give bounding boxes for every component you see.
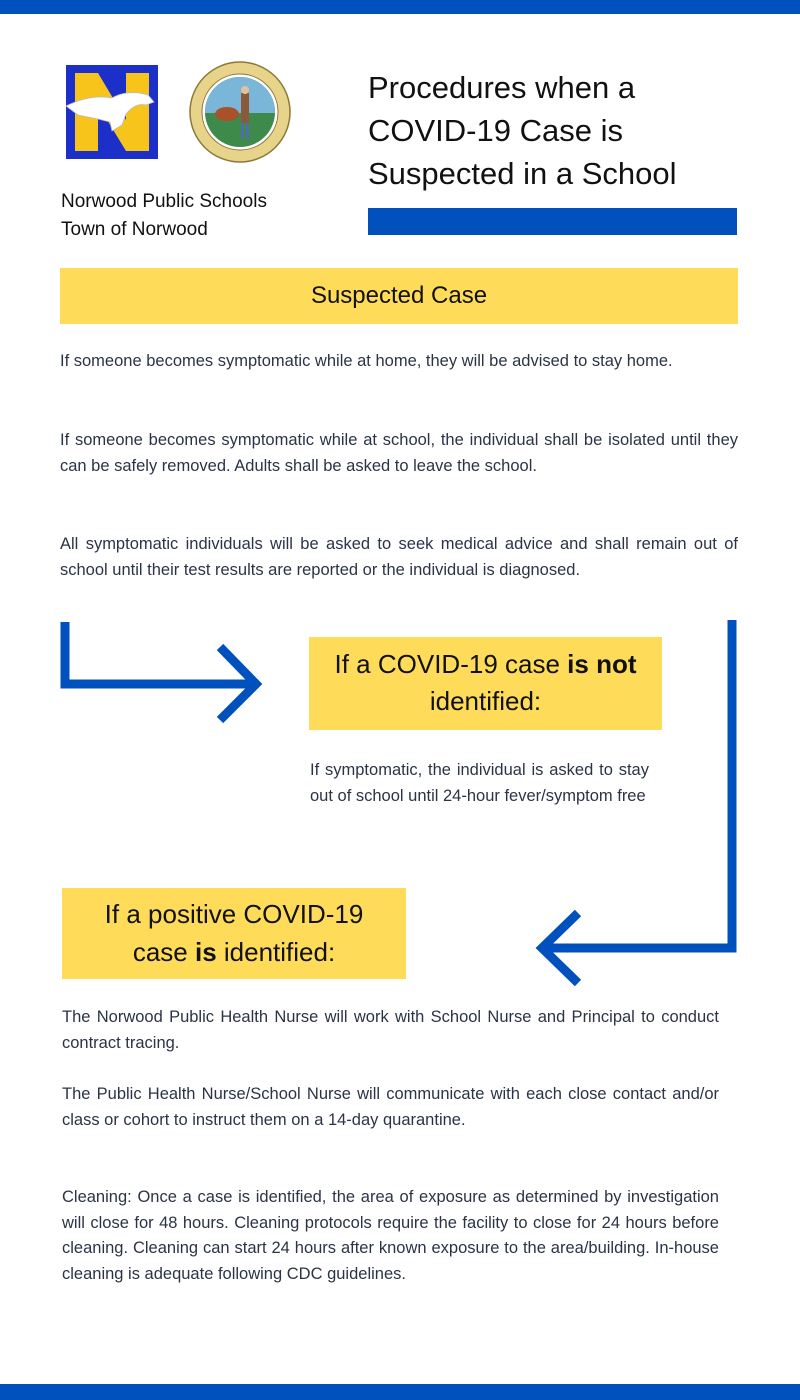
- suspected-paragraph: If someone becomes symptomatic while at school, the individual shall be isolated until they can be safely removed. Adults shall be asked to leave the school.: [60, 431, 738, 475]
- title-line-2: COVID-19 Case is: [368, 113, 623, 148]
- title-line-3: Suspected in a School: [368, 156, 677, 191]
- bottom-brand-bar: [0, 1384, 800, 1400]
- heading-text: If a positive COVID-19: [104, 899, 364, 929]
- organization-names: [61, 188, 267, 244]
- not-identified-paragraph: If symptomatic, the individual is asked to stay out of school until 24-hour fever/symptom free: [310, 761, 649, 805]
- org-town: Town of Norwood: [61, 219, 208, 240]
- suspected-paragraph: All symptomatic individuals will be asked to seek medical advice and shall remain out of school until their test results are reported or the individual is diagnosed.: [60, 535, 738, 579]
- arrow-right-icon: [65, 622, 256, 720]
- identified-paragraph: The Public Health Nurse/School Nurse will communicate with each close contact and/or class or cohort to instruct them on a 14-day quarantine.: [62, 1085, 719, 1129]
- heading-text: identified:: [429, 686, 542, 716]
- heading-emphasis: is: [194, 937, 217, 967]
- heading-text: case: [132, 937, 195, 967]
- suspected-case-heading: Suspected Case: [60, 268, 738, 324]
- title-underline-bar: [368, 208, 737, 235]
- title-line-1: Procedures when a: [368, 70, 636, 105]
- heading-emphasis: is not: [567, 649, 637, 679]
- norwood-n-logo-icon: [66, 65, 158, 159]
- identified-paragraph: The Norwood Public Health Nurse will work with School Nurse and Principal to conduct contract tracing.: [62, 1008, 719, 1052]
- suspected-paragraph: If someone becomes symptomatic while at home, they will be advised to stay home.: [60, 352, 673, 370]
- identified-heading: [62, 888, 406, 979]
- identified-paragraph: Cleaning: Once a case is identified, the area of exposure as determined by investigation will close for 48 hours. Cleaning protocols require the facility to close for 24 hours before cleaning. Cleaning can start 24 hours after known exposure to the area/building. In-house cleaning is adequate following CDC guidelines.: [62, 1188, 719, 1283]
- page-title: [368, 66, 768, 195]
- org-school-district: Norwood Public Schools: [61, 191, 267, 212]
- heading-text: identified:: [216, 937, 336, 967]
- town-seal-icon: [189, 61, 291, 163]
- top-brand-bar: [0, 0, 800, 14]
- not-identified-heading: [309, 637, 662, 730]
- heading-text: If a COVID-19 case: [334, 649, 568, 679]
